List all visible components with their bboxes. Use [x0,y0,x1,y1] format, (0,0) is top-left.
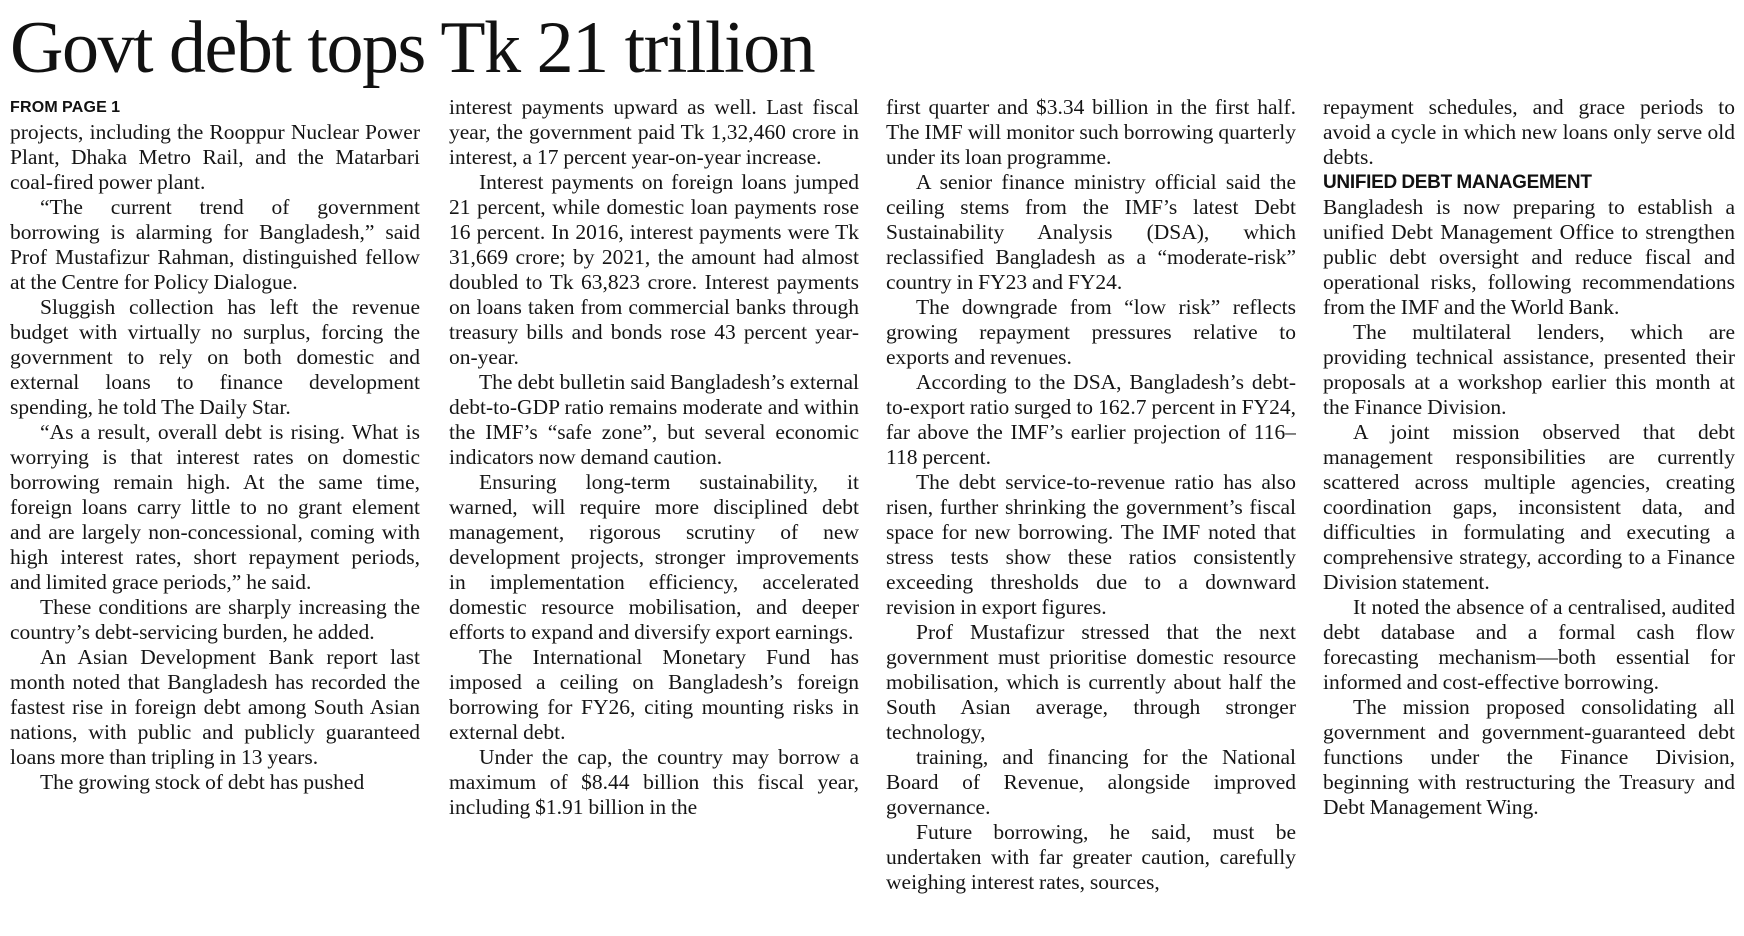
section-subhead: UNIFIED DEBT MANAGEMENT [1323,172,1592,193]
paragraph: Future borrowing, he said, must be undertaken with far greater caution, carefully weighing interest rates, sources, [886,820,1296,894]
article-column-4 [1323,95,1735,931]
paragraph: Bangladesh is now preparing to establish a unified Debt Management Office to strengthen public debt oversight and reduce fiscal and operational risks, following recommendations from the IMF and the World Bank. [1323,195,1735,319]
headline: Govt debt tops Tk 21 trillion [10,7,815,89]
article-column-3 [886,95,1296,931]
paragraph: Ensuring long-term sustainability, it warned, will require more disciplined debt management, rigorous scrutiny of new development projects, stronger improvements in implementation efficiency, accelerated domestic resource mobilisation, and deeper efforts to expand and diversify export earnings. [449,470,859,644]
continuation-kicker: FROM PAGE 1 [10,99,121,116]
paragraph: “The current trend of government borrowing is alarming for Bangladesh,” said Prof Mustafizur Rahman, distinguished fellow at the Centre for Policy Dialogue. [10,195,420,294]
article-column-2 [449,95,859,931]
paragraph: A joint mission observed that debt management responsibilities are currently scattered across multiple agencies, creating coordination gaps, inconsistent data, and difficulties in formulating and executing a comprehensive strategy, according to a Finance Division statement. [1323,420,1735,594]
paragraph: According to the DSA, Bangladesh’s debt-to-export ratio surged to 162.7 percent in FY24, far above the IMF’s earlier projection of 116–118 percent. [886,370,1296,469]
paragraph: An Asian Development Bank report last month noted that Bangladesh has recorded the fastest rise in foreign debt among South Asian nations, with public and publicly guaranteed loans more than tripling in 13 years. [10,645,420,769]
paragraph: Interest payments on foreign loans jumped 21 percent, while domestic loan payments rose 16 percent. In 2016, interest payments were Tk 31,669 crore; by 2021, the amount had almost doubled to Tk 63,823 crore. Interest payments on loans taken from commercial banks through treasury bills and bonds rose 43 percent year-on-year. [449,170,859,369]
paragraph: Under the cap, the country may borrow a maximum of $8.44 billion this fiscal year, including $1.91 billion in the [449,745,859,819]
paragraph: first quarter and $3.34 billion in the first half. The IMF will monitor such borrowing quarterly under its loan programme. [886,95,1296,169]
paragraph: The mission proposed consolidating all government and government-guaranteed debt functions under the Finance Division, beginning with restructuring the Treasury and Debt Management Wing. [1323,695,1735,819]
paragraph: “As a result, overall debt is rising. What is worrying is that interest rates on domestic borrowing remain high. At the same time, foreign loans carry little to no grant element and are largely non-concessional, coming with high interest rates, short repayment periods, and limited grace periods,” he said. [10,420,420,594]
paragraph: Sluggish collection has left the revenue budget with virtually no surplus, forcing the government to rely on both domestic and external loans to finance development spending, he told The Daily Star. [10,295,420,419]
paragraph: The multilateral lenders, which are providing technical assistance, presented their proposals at a workshop earlier this month at the Finance Division. [1323,320,1735,419]
paragraph: The International Monetary Fund has imposed a ceiling on Bangladesh’s foreign borrowing for FY26, citing mounting risks in external debt. [449,645,859,744]
paragraph: The downgrade from “low risk” reflects growing repayment pressures relative to exports and revenues. [886,295,1296,369]
paragraph: interest payments upward as well. Last fiscal year, the government paid Tk 1,32,460 crore in interest, a 17 percent year-on-year increase. [449,95,859,169]
paragraph: The debt service-to-revenue ratio has also risen, further shrinking the government’s fiscal space for new borrowing. The IMF noted that stress tests show these ratios consistently exceeding thresholds due to a downward revision in export figures. [886,470,1296,619]
paragraph: repayment schedules, and grace periods to avoid a cycle in which new loans only serve old debts. [1323,95,1735,169]
paragraph: These conditions are sharply increasing the country’s debt-servicing burden, he added. [10,595,420,644]
paragraph: The debt bulletin said Bangladesh’s external debt-to-GDP ratio remains moderate and within the IMF’s “safe zone”, but several economic indicators now demand caution. [449,370,859,469]
paragraph: projects, including the Rooppur Nuclear Power Plant, Dhaka Metro Rail, and the Matarbari coal-fired power plant. [10,120,420,194]
paragraph: It noted the absence of a centralised, audited debt database and a formal cash flow forecasting mechanism—both essential for informed and cost-effective borrowing. [1323,595,1735,694]
article-column-1 [10,95,420,931]
paragraph: The growing stock of debt has pushed [40,770,365,794]
paragraph: training, and financing for the National Board of Revenue, alongside improved governance. [886,745,1296,819]
paragraph: A senior finance ministry official said the ceiling stems from the IMF’s latest Debt Sustainability Analysis (DSA), which reclassified Bangladesh as a “moderate-risk” country in FY23 and FY24. [886,170,1296,294]
paragraph: Prof Mustafizur stressed that the next government must prioritise domestic resource mobilisation, which is currently about half the South Asian average, through stronger technology, [886,620,1296,744]
